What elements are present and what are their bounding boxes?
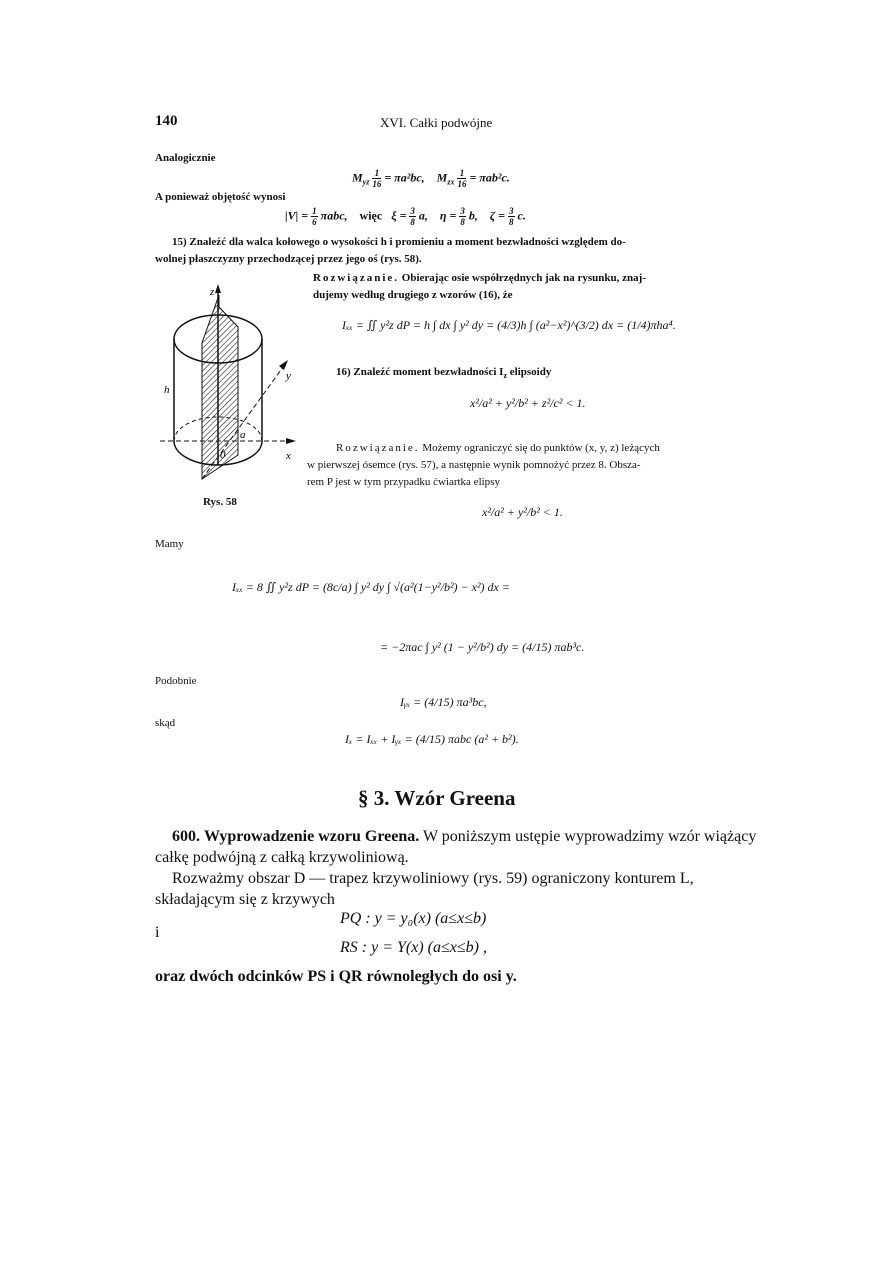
page-number: 140 — [155, 113, 178, 129]
label-o: 0 — [220, 449, 226, 461]
label-z: z — [210, 286, 215, 298]
problem-15-line1: 15) Znaleźć dla walca kołowego o wysokości h i promieniu a moment bezwładności względem do- — [172, 236, 626, 248]
eq-volume: |V| = $\frac{1}{6}$ πabc, więc ξ = $\frac{3}{8}$ a, η = $\frac{3}{8}$ b, ζ = $\frac{3}{8}$ c. — [285, 206, 526, 227]
label-x: x — [286, 450, 291, 462]
text-analogicznie: Analogicznie — [155, 152, 216, 164]
eq-moments: $M_{yz}$ $\frac{1}{16}$ = πa²bc, $M_{zx}$ $\frac{1}{16}$ = πab²c. — [352, 168, 510, 189]
label-y: y — [286, 370, 291, 382]
label-h: h — [164, 384, 170, 396]
running-title: XVI. Całki podwójne — [380, 115, 493, 130]
eq-izz-cylinder: Iₓₓ = ∬ y²z dP = h ∫ dx ∫ y² dy = (4/3)h ∫ (a²−x²)^(3/2) dx = (1/4)πha⁴. — [342, 318, 676, 332]
p600-line2: całkę podwójną z całką krzywoliniową. — [155, 849, 409, 866]
problem-16-text: 16) Znaleźć moment bezwładności $I_z$ elipsoidy — [336, 366, 552, 381]
eq-iz: Iₓ = Iₓₓ + Iᵧₓ = (4/15) πabc (a² + b²). — [345, 732, 519, 746]
problem-16-solution-line3: rem P jest w tym przypadku ćwiartka elipsy — [307, 476, 500, 488]
problem-15-solution-line2: dujemy według drugiego z wzorów (16), że — [313, 289, 513, 301]
eq-izz-result: = −2πac ∫ y² (1 − y²/b²) dy = (4/15) πab³c. — [380, 640, 585, 654]
problem-15-line2: wolnej płaszczyzny przechodzącej przez jego oś (rys. 58). — [155, 253, 422, 265]
text-skad: skąd — [155, 717, 176, 729]
problem-16-solution-line2: w pierwszej ósemce (rys. 57), a następnie wynik pomnożyć przez 8. Obsza- — [307, 459, 641, 471]
curve-pq: PQ : y = y₀(x) (a≤x≤b) — [340, 910, 487, 927]
eq-izz-ellipsoid: Iₓₓ = 8 ∬ y²z dP = (8c/a) ∫ y² dy ∫ √(a²(1−y²/b²) − x²) dx = — [232, 580, 510, 594]
curve-rs: RS : y = Y(x) (a≤x≤b) , — [340, 939, 487, 956]
p600-line1: 600. Wyprowadzenie wzoru Greena. W poniższym ustępie wyprowadzimy wzór wiążący — [172, 828, 757, 845]
ellipsoid-inequality: x²/a² + y²/b² + z²/c² < 1. — [470, 396, 586, 410]
text-podobnie: Podobnie — [155, 675, 197, 687]
eq-iyz: Iᵧₓ = (4/15) πa³bc, — [400, 695, 487, 709]
problem-15-solution-line1: Rozwiązanie. Obierając osie współrzędnych jak na rysunku, znaj- — [313, 272, 646, 284]
x-axis-arrow — [286, 438, 296, 444]
y-axis-arrow — [279, 360, 288, 370]
label-a: a — [240, 429, 246, 441]
section-title: § 3. Wzór Greena — [358, 786, 516, 810]
problem-16-solution-line1: Rozwiązanie. Możemy ograniczyć się do punktów (x, y, z) leżących — [336, 442, 660, 454]
p600-line4: składającym się z krzywych — [155, 891, 335, 908]
conj-i: i — [155, 924, 160, 941]
figure-caption: Rys. 58 — [203, 496, 237, 508]
text-objetosc: A ponieważ objętość wynosi — [155, 191, 286, 203]
z-axis-arrow — [215, 284, 221, 293]
ellipse-inequality: x²/a² + y²/b² < 1. — [482, 505, 563, 519]
p600-line3: Rozważmy obszar D — trapez krzywoliniowy (rys. 59) ograniczony konturem L, — [172, 870, 694, 887]
p600-line5: oraz dwóch odcinków PS i QR równoległych do osi y. — [155, 968, 517, 985]
text-mamy: Mamy — [155, 538, 184, 550]
figure-cylinder — [160, 283, 300, 508]
